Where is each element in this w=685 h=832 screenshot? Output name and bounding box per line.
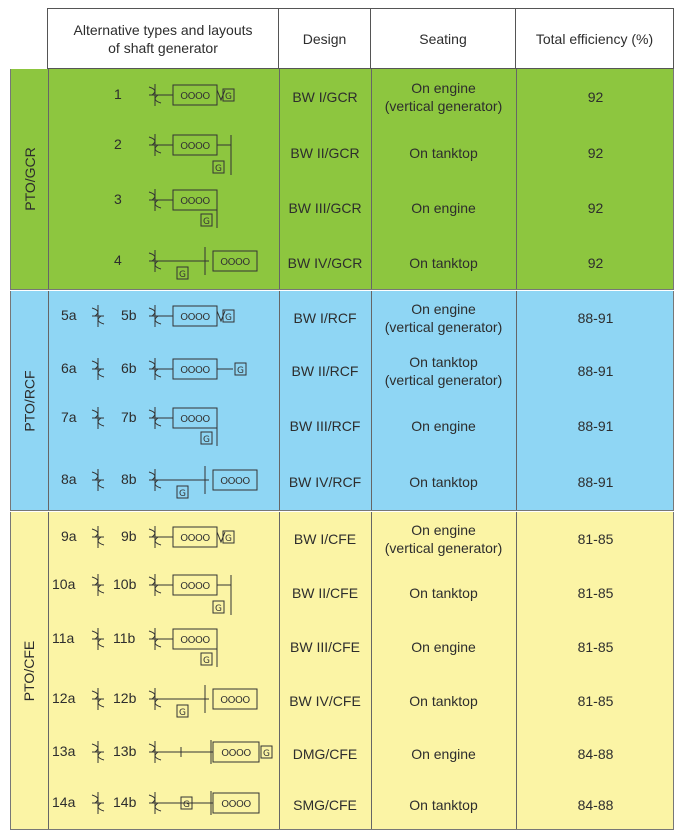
seating-text: On engine [411,417,476,434]
variant-b-label: 14b [113,794,137,810]
variant-a-label: 11a [52,630,75,646]
seating-text: On engine (vertical generator) [384,300,503,335]
gen-front-icon [48,291,279,344]
seating-cell [371,779,516,830]
propeller-icon [92,469,104,491]
variant-a-label: 8a [61,471,77,487]
table-row [11,180,675,235]
variant-b-label: 8b [121,471,137,487]
variant-a-label: 13a [52,743,76,759]
variant-a-label: 14a [52,794,76,810]
layout-cell [48,344,279,398]
variant-b-label: 13b [113,743,137,759]
variant-a-label: 10a [52,576,76,592]
eff-cell [516,125,675,180]
table-row [11,674,675,728]
svg-text:OOOO: OOOO [220,257,250,268]
eff-text: 81-85 [577,693,614,709]
design-text: BW I/CFE [293,531,357,547]
shaft-generator-table [10,8,674,825]
gen-front-engine-icon [48,620,279,674]
variant-b-label: 10b [113,576,137,592]
design-cell [279,620,371,674]
layout-cell [48,620,279,674]
svg-text:G: G [215,164,222,174]
svg-text:OOOO: OOOO [180,196,210,207]
group-1 [10,291,674,511]
group-label-text: PTO/GCR [21,147,38,211]
table-row [11,69,675,125]
propeller-icon [92,628,104,650]
design-text: BW II/CFE [291,585,359,601]
variant-a-label: 7a [61,409,77,425]
design-text: BW III/GCR [288,199,362,216]
group-label-text: PTO/CFE [21,640,38,701]
eff-text: 84-88 [577,796,614,813]
eff-cell [516,344,675,398]
gen-shaft-tanktop-icon [48,235,279,290]
layout-cell [48,779,279,830]
seating-text: On tanktop (vertical generator) [384,354,503,388]
eff-text: 84-88 [577,745,614,762]
layout-number: 2 [114,136,122,152]
gen-shaft-tanktop-icon [48,453,279,511]
layout-cell [48,566,279,620]
design-text: BW I/GCR [292,89,358,105]
seating-text: On tanktop [409,144,478,161]
header-layouts [47,8,279,69]
generator-icon [177,267,188,280]
eff-text: 81-85 [577,639,614,655]
variant-a-label: 12a [52,690,76,706]
table-row [11,512,675,566]
seating-text: On engine (vertical generator) [384,80,503,114]
eff-cell [516,291,675,344]
svg-text:OOOO: OOOO [180,141,210,152]
seating-cell [371,69,516,125]
seating-text: On tanktop [409,585,478,601]
layout-cell [48,69,279,125]
generator-icon [201,432,212,445]
eff-text: 81-85 [577,531,614,547]
design-text: DMG/CFE [292,745,358,762]
seating-cell [371,674,516,728]
seating-cell [371,180,516,235]
eff-cell [516,398,675,453]
group-0 [10,69,674,290]
design-text: BW II/GCR [290,144,360,161]
group-2 [10,512,674,830]
svg-text:G: G [237,366,244,376]
design-cell [279,69,371,125]
eff-cell [516,728,675,779]
svg-text:G: G [225,92,232,102]
layout-cell [48,125,279,180]
variant-a-label: 5a [61,307,77,323]
svg-text:G: G [203,656,210,666]
seating-cell [371,512,516,566]
generator-icon [201,653,212,666]
table-row [11,453,675,511]
design-text: BW IV/CFE [289,693,361,709]
seating-cell [371,125,516,180]
layout-cell [48,512,279,566]
header-design [279,8,371,69]
group-label-text: PTO/RCF [21,369,38,432]
svg-text:OOOO: OOOO [221,799,251,810]
eff-text: 92 [587,89,604,105]
design-text: BW IV/GCR [287,254,363,271]
seating-cell [371,398,516,453]
generator-icon [177,486,188,499]
layout-number: 4 [114,252,122,268]
table-row [11,344,675,398]
seating-text: On engine (vertical generator) [384,522,503,556]
generator-icon [261,746,272,759]
eff-text: 92 [587,144,604,161]
table-row [11,398,675,453]
variant-b-label: 5b [121,307,137,323]
design-text: BW II/RCF [291,363,359,379]
design-cell [279,344,371,398]
header-efficiency [516,8,674,69]
design-cell [279,453,371,511]
svg-text:OOOO: OOOO [180,312,210,323]
generator-icon [177,705,188,718]
table-row [11,566,675,620]
eff-text: 88-91 [577,474,614,490]
seating-text: On engine [411,199,476,216]
svg-text:OOOO: OOOO [220,695,250,706]
eff-cell [516,566,675,620]
variant-b-label: 6b [121,360,137,376]
layout-cell [48,453,279,511]
design-text: BW IV/RCF [288,474,362,490]
eff-cell [516,235,675,290]
seating-text: On tanktop [409,474,478,490]
layout-cell [48,398,279,453]
design-cell [279,674,371,728]
layout-cell [48,674,279,728]
propeller-icon [92,741,104,763]
seating-text: On tanktop [409,796,478,813]
variant-b-label: 12b [113,690,137,706]
seating-cell [371,620,516,674]
gen-front-icon [48,69,279,125]
table-row [11,620,675,674]
gen-shaft-engine-icon [48,728,279,779]
eff-cell [516,180,675,235]
svg-text:OOOO: OOOO [180,365,210,376]
design-cell [279,512,371,566]
header-efficiency-text: Total efficiency (%) [535,30,654,47]
propeller-icon [92,305,104,327]
svg-text:G: G [179,708,186,718]
eff-cell [516,69,675,125]
propeller-icon [92,358,104,380]
design-cell [279,779,371,830]
svg-text:G: G [215,604,222,614]
table-row [11,728,675,779]
layout-number: 1 [114,86,122,102]
gen-front-gear-icon [48,344,279,398]
header-design-text: Design [302,30,347,47]
table-row [11,125,675,180]
svg-text:G: G [183,800,190,810]
propeller-icon [92,526,104,548]
header-seating-text: Seating [419,30,467,47]
svg-text:G: G [203,435,210,445]
svg-text:OOOO: OOOO [180,581,210,592]
variant-b-label: 11b [113,630,136,646]
design-cell [279,291,371,344]
gen-front-icon [48,512,279,566]
gen-shaft-tanktop-icon [48,674,279,728]
layout-cell [48,728,279,779]
gen-front-tanktop-icon [48,566,279,620]
svg-text:OOOO: OOOO [220,476,250,487]
table-row [11,291,675,344]
eff-text: 81-85 [577,585,614,601]
gen-front-tanktop-icon [48,125,279,180]
variant-a-label: 6a [61,360,77,376]
svg-text:G: G [225,313,232,323]
seating-cell [371,344,516,398]
eff-text: 88-91 [577,363,614,379]
svg-text:OOOO: OOOO [180,414,210,425]
eff-cell [516,453,675,511]
header-layouts-text: Alternative types and layouts of shaft generator [73,21,253,56]
generator-icon [235,363,246,376]
eff-cell [516,512,675,566]
svg-text:G: G [263,749,270,759]
table-row [11,235,675,290]
seating-text: On tanktop [409,254,478,271]
seating-cell [371,453,516,511]
eff-cell [516,674,675,728]
layout-cell [48,235,279,290]
eff-cell [516,620,675,674]
design-cell [279,125,371,180]
variant-b-label: 9b [121,528,137,544]
seating-cell [371,291,516,344]
table-row [11,779,675,830]
propeller-icon [92,688,104,710]
svg-text:G: G [225,534,232,544]
propeller-icon [92,792,104,814]
svg-text:G: G [179,270,186,280]
gen-front-engine-icon [48,398,279,453]
variant-b-label: 7b [121,409,137,425]
layout-number: 3 [114,191,122,207]
design-cell [279,566,371,620]
seating-cell [371,728,516,779]
svg-text:G: G [203,217,210,227]
layout-cell [48,291,279,344]
design-text: BW III/RCF [289,417,361,434]
eff-text: 88-91 [577,309,614,326]
design-cell [279,180,371,235]
design-text: BW III/CFE [290,639,360,655]
design-text: SMG/CFE [293,796,357,813]
svg-text:OOOO: OOOO [180,635,210,646]
eff-text: 92 [587,254,604,271]
seating-cell [371,235,516,290]
eff-cell [516,779,675,830]
design-cell [279,235,371,290]
svg-text:OOOO: OOOO [180,533,210,544]
header-seating [371,8,516,69]
propeller-icon [92,574,104,596]
generator-icon [213,161,224,174]
propeller-icon [92,407,104,429]
svg-text:OOOO: OOOO [221,748,251,759]
svg-text:G: G [179,489,186,499]
seating-text: On engine [411,745,476,762]
eff-text: 88-91 [577,417,614,434]
seating-text: On engine [411,639,476,655]
generator-icon [213,601,224,614]
eff-text: 92 [587,199,604,216]
design-text: BW I/RCF [293,309,357,326]
seating-cell [371,566,516,620]
layout-cell [48,180,279,235]
gen-front-engine-icon [48,180,279,235]
design-cell [279,398,371,453]
seating-text: On tanktop [409,693,478,709]
gen-shaft-mounted-icon [48,779,279,830]
design-cell [279,728,371,779]
variant-a-label: 9a [61,528,77,544]
generator-icon [201,214,212,227]
svg-text:OOOO: OOOO [180,91,210,102]
